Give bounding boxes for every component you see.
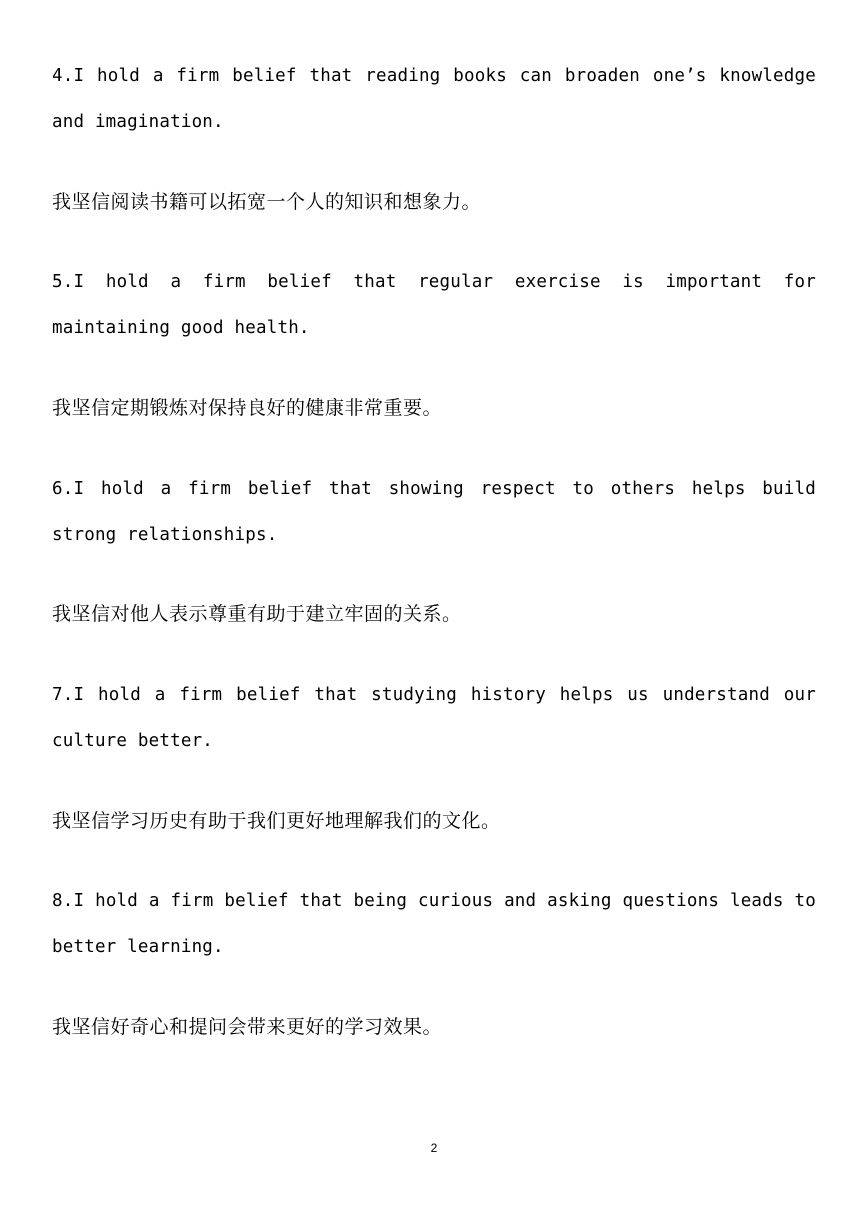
entry-6 — [52, 466, 816, 625]
chinese-translation: 我坚信学习历史有助于我们更好地理解我们的文化。 — [52, 810, 501, 832]
english-sentence: 6.I hold a firm belief that showing respect to others helps build strong relationships. — [52, 479, 816, 545]
entry-8 — [52, 878, 816, 1038]
chinese-translation: 我坚信对他人表示尊重有助于建立牢固的关系。 — [52, 603, 462, 625]
english-sentence: 7.I hold a firm belief that studying history helps us understand our culture better. — [52, 685, 816, 751]
english-sentence: 8.I hold a firm belief that being curious and asking questions leads to better learning. — [52, 891, 816, 957]
entry-5 — [52, 259, 816, 419]
chinese-translation: 我坚信定期锻炼对保持良好的健康非常重要。 — [52, 397, 443, 419]
entry-4 — [52, 53, 816, 213]
english-sentence: 5.I hold a firm belief that regular exercise is important for maintaining good health. — [52, 272, 816, 338]
english-sentence: 4.I hold a firm belief that reading books can broaden one’s knowledge and imagination. — [52, 66, 816, 132]
entry-7 — [52, 672, 816, 832]
page-number: 2 — [430, 1141, 438, 1155]
chinese-translation: 我坚信好奇心和提问会带来更好的学习效果。 — [52, 1016, 443, 1038]
chinese-translation: 我坚信阅读书籍可以拓宽一个人的知识和想象力。 — [52, 191, 482, 213]
